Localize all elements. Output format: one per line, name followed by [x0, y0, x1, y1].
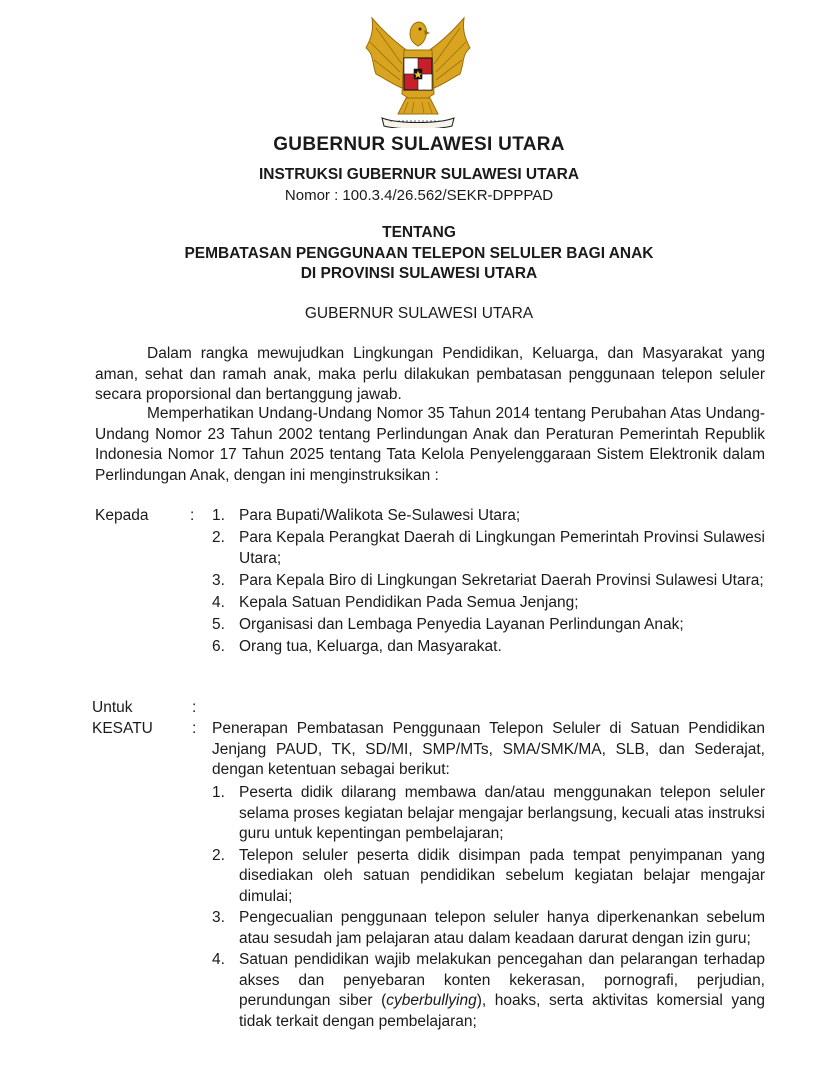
list-item — [212, 571, 765, 592]
list-number: 1. — [212, 784, 225, 801]
untuk-colon: : — [192, 699, 197, 716]
list-item — [212, 615, 765, 636]
list-text-italic: cyberbullying — [386, 992, 477, 1009]
list-item — [212, 593, 765, 614]
list-item — [212, 950, 765, 1032]
preamble-text-2: Memperhatikan Undang-Undang Nomor 35 Tahun 2014 tentang Perubahan Atas Undang-Undang Nomor 23 Tahun 2002 tentang Perlindungan Anak dan Peraturan Pemerintah Republik Indonesia Nomor 17 Tahun 2025 tentang Tata Kelola Penyelenggaraan Sistem Elektronik dalam Perlindungan Anak, dengan ini menginstruksikan : — [95, 405, 765, 484]
list-number: 4. — [212, 951, 225, 968]
list-number: 1. — [212, 507, 225, 524]
subject-line-1: PEMBATASAN PENGGUNAAN TELEPON SELULER BAGI ANAK — [184, 245, 654, 262]
list-text: Organisasi dan Lembaga Penyedia Layanan Perlindungan Anak; — [239, 615, 684, 633]
list-item — [212, 783, 765, 845]
list-number: 2. — [212, 846, 225, 864]
list-number: 3. — [212, 571, 225, 589]
document-number: Nomor : 100.3.4/26.562/SEKR-DPPPAD — [284, 187, 554, 204]
list-number: 3. — [212, 909, 225, 926]
preamble-text-1: Dalam rangka mewujudkan Lingkungan Pendidikan, Keluarga, dan Masyarakat yang aman, sehat dan ramah anak, maka perlu dilakukan pembatasan penggunaan telepon seluler secara proporsional dan bertanggung jawab. — [95, 345, 765, 403]
list-text-post: ), hoaks, serta aktivitas komersial yang tidak terkait dengan pembelajaran; — [239, 992, 765, 1030]
list-number: 6. — [212, 637, 225, 655]
kesatu-colon: : — [192, 720, 197, 737]
list-number: 2. — [212, 529, 225, 546]
list-number: 4. — [212, 593, 225, 611]
recipient-list — [212, 506, 765, 659]
list-text: Para Kepala Perangkat Daerah di Lingkungan Pemerintah Provinsi Sulawesi Utara; — [239, 529, 765, 567]
preamble-paragraph-1 — [95, 344, 765, 406]
list-item — [212, 637, 765, 658]
governor-title-2: GUBERNUR SULAWESI UTARA — [304, 305, 534, 322]
kesatu-intro: Penerapan Pembatasan Penggunaan Telepon Seluler di Satuan Pendidikan Jenjang PAUD, TK, SD/MI, SMP/MTs, SMA/SMK/MA, SLB, dan Sederajat, dengan ketentuan sebagai berikut: — [212, 720, 765, 778]
list-item — [212, 506, 765, 527]
kesatu-label: KESATU — [92, 720, 153, 737]
governor-title: GUBERNUR SULAWESI UTARA — [273, 134, 565, 155]
list-text: Para Bupati/Walikota Se-Sulawesi Utara; — [239, 507, 521, 524]
list-number: 5. — [212, 615, 225, 633]
subject-line-2: DI PROVINSI SULAWESI UTARA — [300, 265, 538, 282]
list-text: Pengecualian penggunaan telepon seluler hanya diperkenankan sebelum atau sesudah jam pelajaran atau dalam keadaan darurat dengan izin guru; — [239, 909, 765, 947]
list-text: Para Kepala Biro di Lingkungan Sekretariat Daerah Provinsi Sulawesi Utara; — [239, 571, 764, 589]
instruction-title: INSTRUKSI GUBERNUR SULAWESI UTARA — [258, 166, 580, 183]
preamble-paragraph-2 — [95, 404, 765, 486]
list-text-pre: Satuan pendidikan wajib melakukan pencegahan dan pelarangan terhadap akses dan penyebaran konten kekerasan, pornografi, perjudian, perundungan siber ( — [239, 951, 765, 1009]
provision-list — [212, 783, 765, 1033]
tentang-heading: TENTANG — [382, 224, 456, 241]
untuk-label: Untuk — [92, 699, 133, 716]
list-text: Kepala Satuan Pendidikan Pada Semua Jenjang; — [239, 593, 579, 611]
kepada-colon: : — [190, 507, 195, 524]
list-item — [212, 528, 765, 569]
list-text: Orang tua, Keluarga, dan Masyarakat. — [239, 637, 502, 655]
list-text: Peserta didik dilarang membawa dan/atau menggunakan telepon seluler selama proses kegiatan belajar mengajar berlangsung, kecuali atas instruksi guru untuk kepentingan pembelajaran; — [239, 784, 765, 842]
list-item — [212, 846, 765, 908]
kepada-label: Kepada — [95, 507, 149, 524]
list-text: Telepon seluler peserta didik disimpan pada tempat penyimpanan yang disediakan oleh satuan pendidikan sebelum kegiatan belajar mengajar dimulai; — [239, 846, 765, 905]
list-item — [212, 908, 765, 949]
garuda-emblem-icon — [362, 14, 474, 128]
